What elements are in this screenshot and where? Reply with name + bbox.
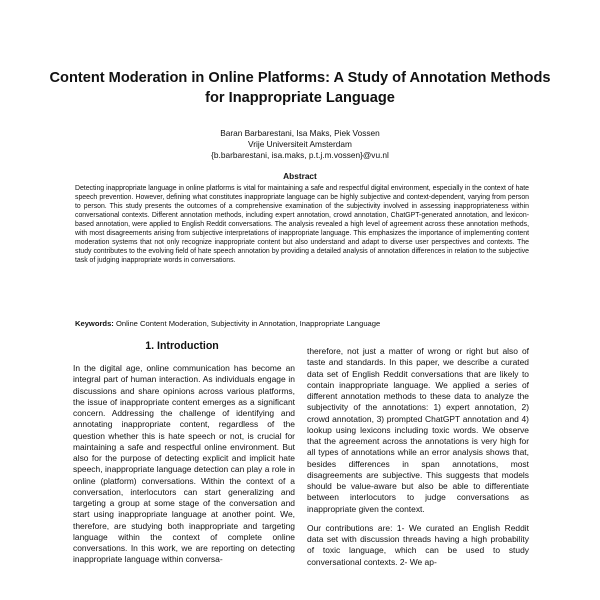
paper-title: Content Moderation in Online Platforms: A Study of Annotation Methods for Inappropriate Language (49, 70, 551, 106)
keywords-line (75, 319, 529, 329)
section-heading-introduction: 1. Introduction (145, 340, 219, 352)
intro-paragraph: In the digital age, online communication has become an integral part of human interaction. As individuals engage in discussions and share opinions across various platforms, the issue of inappropriate content emerges as a significant concern. Addressing the challenge of identifying and annotating inappropriate content, regardless of the question whether this is hate speech or not, is crucial for maintaining a safe and respectful online environment. But also for the purpose of detecting explicit and implicit hate speech, inappropriate language detection can play a role in online (platform) conversations. Within the context of a conversation, interlocutors can start generalizing and targeting a group at some stage of the conversation and start using inappropriate language at another point. We, therefore, are studying both inappropriate and targeting language within the context of complete online conversations. In this work, we are reporting on detecting inappropriate language within conversa- (73, 363, 295, 565)
affiliation: Vrije Universiteit Amsterdam (248, 139, 352, 149)
abstract-text: Detecting inappropriate language in online platforms is vital for maintaining a safe and respectful digital environment, especially in the context of hate speech prevention. However, defining what constitutes inappropriate language can be highly subjective and context-dependent, varying from person to person. This study presents the outcomes of a comprehensive examination of the subjectivity involved in assessing inappropriateness within conversational contexts. Different annotation methods, including expert annotation, crowd annotation, ChatGPT-generated annotation, and lexicon-based annotation, were applied to English Reddit conversations. The analysis revealed a high level of agreement across these annotation methods, with most disagreements arising from subjective interpretations of inappropriate language. This emphasizes the importance of implementing content moderation systems that not only recognize inappropriate content but also understand and adapt to diverse user perspectives and contexts. The study contributes to the evolving field of hate speech annotation by providing a detailed analysis of annotation differences in relation to the subjective task of judging inappropriate words in conversations. (75, 185, 529, 265)
contributions-paragraph: Our contributions are: 1- We curated an English Reddit data set with discussion threads having a high probability of toxic language, which can be used to study conversational contexts. 2- We ap- (307, 522, 529, 567)
intro-column-left (73, 363, 295, 566)
author-emails: {b.barbarestani, isa.maks, p.t.j.m.vossen}@vu.nl (211, 150, 389, 160)
author-list: Baran Barbarestani, Isa Maks, Piek Vossen (220, 128, 380, 138)
keywords-text: Online Content Moderation, Subjectivity in Annotation, Inappropriate Language (115, 319, 381, 328)
intro-paragraph-continued: therefore, not just a matter of wrong or right but also of taste and standards. In this paper, we describe a curated data set of English Reddit conversations that are likely to contain inappropriate language. We applied a series of different annotation methods to these data to analyze the subjectivity of the annotations: 1) expert annotation, 2) crowd annotation, 3) prompted ChatGPT annotation and 4) lookup using lexicons including toxic words. We observe that the agreement across the annotations is very high for all types of annotations while an error analysis shows that, besides differences in span annotations, most disagreements are subjective. This suggests that models should be value-aware but also be able to differentiate between interlocutors to judge conversations as inappropriate given the context. (307, 346, 529, 514)
keywords-label: Keywords: (75, 319, 114, 328)
intro-column-right (307, 346, 529, 568)
abstract-heading: Abstract (283, 171, 317, 181)
